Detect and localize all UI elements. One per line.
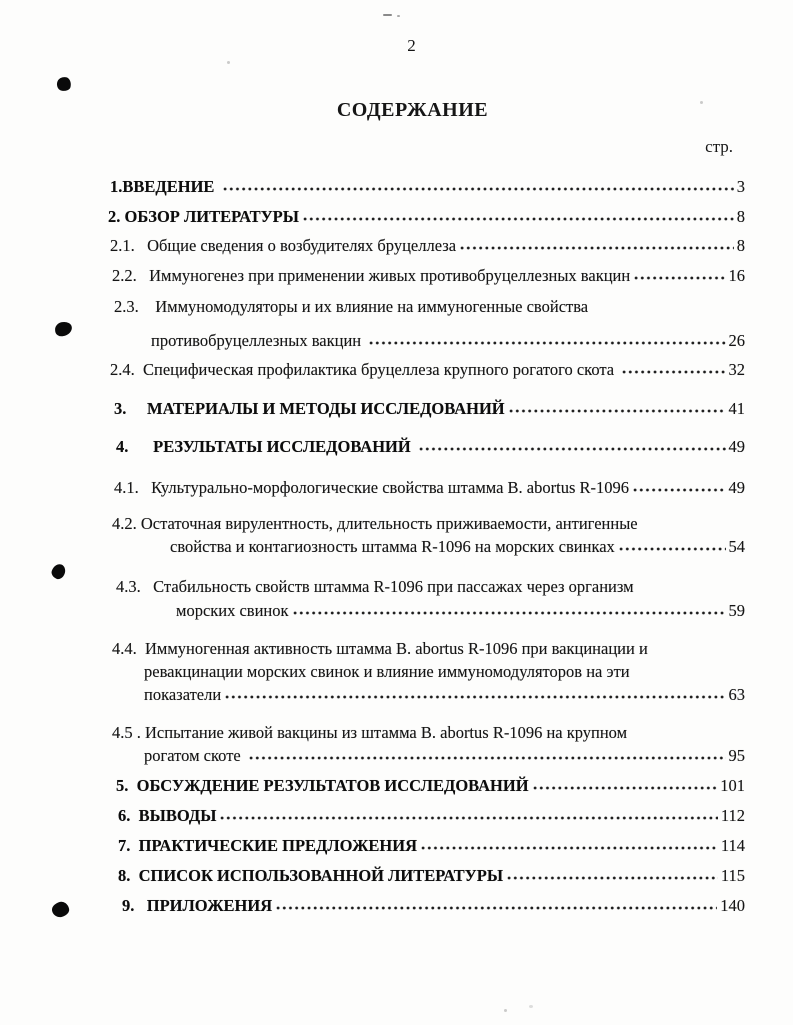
toc-entry-text: 6. ВЫВОДЫ [118, 806, 217, 825]
dot-leader [458, 235, 734, 257]
toc-entry-text: морских свинок [176, 601, 289, 620]
contents-title: СОДЕРЖАНИЕ [336, 99, 489, 121]
toc-page-number: 49 [728, 437, 745, 456]
toc-entry-literature-review [108, 206, 745, 228]
toc-page-number: 54 [728, 537, 745, 556]
dot-leader [505, 865, 718, 887]
toc-entry-text: 4. РЕЗУЛЬТАТЫ ИССЛЕДОВАНИЙ [116, 437, 415, 456]
toc-entry-text: 4.1. Культурально-морфологические свойства штамма B. abortus R-1096 [114, 478, 629, 497]
toc-entry-text: 4.4. Иммуногенная активность штамма B. abortus R-1096 при вакцинации и [112, 639, 648, 658]
ink-blot [54, 321, 73, 337]
scan-artifact-dot [397, 15, 400, 17]
toc-entry-text: 2.1. Общие сведения о возбудителях бруцеллеза [110, 236, 457, 255]
dot-leader [301, 206, 734, 228]
toc-entry-results [108, 436, 745, 458]
toc-page-number: 140 [720, 896, 745, 915]
toc-entry-text: ревакцинации морских свинок и влияние иммуномодуляторов на эти [144, 662, 630, 681]
scan-speck [227, 61, 230, 64]
dot-leader [617, 536, 726, 558]
dot-leader [218, 805, 717, 827]
toc-page-number: 112 [720, 806, 745, 825]
toc-entry-bibliography [108, 865, 745, 887]
toc-entry-text: 2.2. Иммуногенез при применении живых противобруцеллезных вакцин [112, 266, 631, 285]
toc-list [108, 176, 745, 917]
toc-entry-text: 4.5 . Испытание живой вакцины из штамма B. abortus R-1096 на крупном [112, 723, 628, 742]
dot-leader [417, 436, 726, 458]
toc-entry-appendices [108, 895, 745, 917]
toc-entry-4-2 [108, 513, 745, 558]
scan-artifact-mark [383, 14, 392, 16]
dot-leader [507, 398, 726, 420]
toc-entry-text: 8. СПИСОК ИСПОЛЬЗОВАННОЙ ЛИТЕРАТУРЫ [118, 866, 504, 885]
toc-entry-text: 7. ПРАКТИЧЕСКИЕ ПРЕДЛОЖЕНИЯ [118, 836, 417, 855]
ink-blot [56, 76, 73, 93]
dot-leader [274, 895, 717, 917]
toc-entry-text: показатели [144, 685, 222, 704]
toc-entry-2-3 [108, 296, 745, 352]
scan-speck [529, 1005, 533, 1008]
ink-blot [50, 562, 67, 581]
toc-page-number: 49 [728, 478, 745, 497]
toc-entry-text: 2.4. Специфическая профилактика бруцеллеза крупного рогатого скота [110, 360, 619, 379]
dot-leader [419, 835, 718, 857]
dot-leader [531, 775, 718, 797]
ink-blot [50, 900, 70, 919]
page-number-top: 2 [407, 36, 416, 55]
toc-entry-4-5 [108, 722, 745, 767]
dot-leader [221, 176, 734, 198]
toc-entry-text: 2. ОБЗОР ЛИТЕРАТУРЫ [108, 207, 299, 226]
toc-page-number: 32 [728, 360, 745, 379]
toc-page-number: 16 [728, 266, 745, 285]
dot-leader [632, 265, 725, 287]
dot-leader [291, 600, 726, 622]
toc-entry-text: 5. ОБСУЖДЕНИЕ РЕЗУЛЬТАТОВ ИССЛЕДОВАНИЙ [116, 776, 529, 795]
scan-speck [504, 1009, 507, 1012]
toc-page-number: 59 [728, 601, 745, 620]
toc-entry-2-4 [108, 359, 745, 381]
dot-leader [367, 330, 725, 352]
toc-entry-text: 4.2. Остаточная вирулентность, длительность приживаемости, антигенные [112, 514, 638, 533]
toc-entry-2-1 [108, 235, 745, 257]
toc-page-number: 8 [736, 236, 745, 255]
toc-page-number: 3 [736, 177, 745, 196]
toc-page-number: 115 [720, 866, 745, 885]
toc-entry-2-2 [108, 265, 745, 287]
toc-page-number: 63 [728, 685, 745, 704]
dot-leader [223, 684, 725, 706]
toc-entry-text: 9. ПРИЛОЖЕНИЯ [122, 896, 273, 915]
toc-entry-conclusions [108, 805, 745, 827]
toc-entry-4-4 [108, 638, 745, 706]
dot-leader [620, 359, 725, 381]
toc-page-number: 95 [728, 746, 745, 765]
toc-page-number: 101 [720, 776, 745, 795]
toc-entry-text: рогатом скоте [144, 746, 245, 765]
toc-entry-text: 1.ВВЕДЕНИЕ [110, 177, 219, 196]
dot-leader [247, 745, 726, 767]
toc-page-number: 114 [720, 836, 745, 855]
dot-leader [631, 477, 726, 499]
toc-entry-text: противобруцеллезных вакцин [151, 331, 366, 350]
scan-speck [700, 101, 703, 104]
toc-entry-text: свойства и контагиозность штамма R-1096 на морских свинках [170, 537, 615, 556]
toc-entry-materials-methods [108, 398, 745, 420]
toc-entry-text: 2.3. Иммуномодуляторы и их влияние на иммуногенные свойства [114, 297, 589, 316]
page-column-label: стр. [705, 137, 733, 156]
toc-page-number: 8 [736, 207, 745, 226]
toc-page-number: 41 [728, 399, 745, 418]
toc-entry-discussion [108, 775, 745, 797]
toc-entry-text: 3. МАТЕРИАЛЫ И МЕТОДЫ ИССЛЕДОВАНИЙ [114, 399, 505, 418]
toc-entry-4-3 [108, 576, 745, 622]
toc-entry-practical-proposals [108, 835, 745, 857]
toc-entry-4-1 [108, 477, 745, 499]
toc-entry-text: 4.3. Стабильность свойств штамма R-1096 при пассажах через организм [116, 577, 634, 596]
toc-entry-introduction [108, 176, 745, 198]
toc-page-number: 26 [728, 331, 745, 350]
